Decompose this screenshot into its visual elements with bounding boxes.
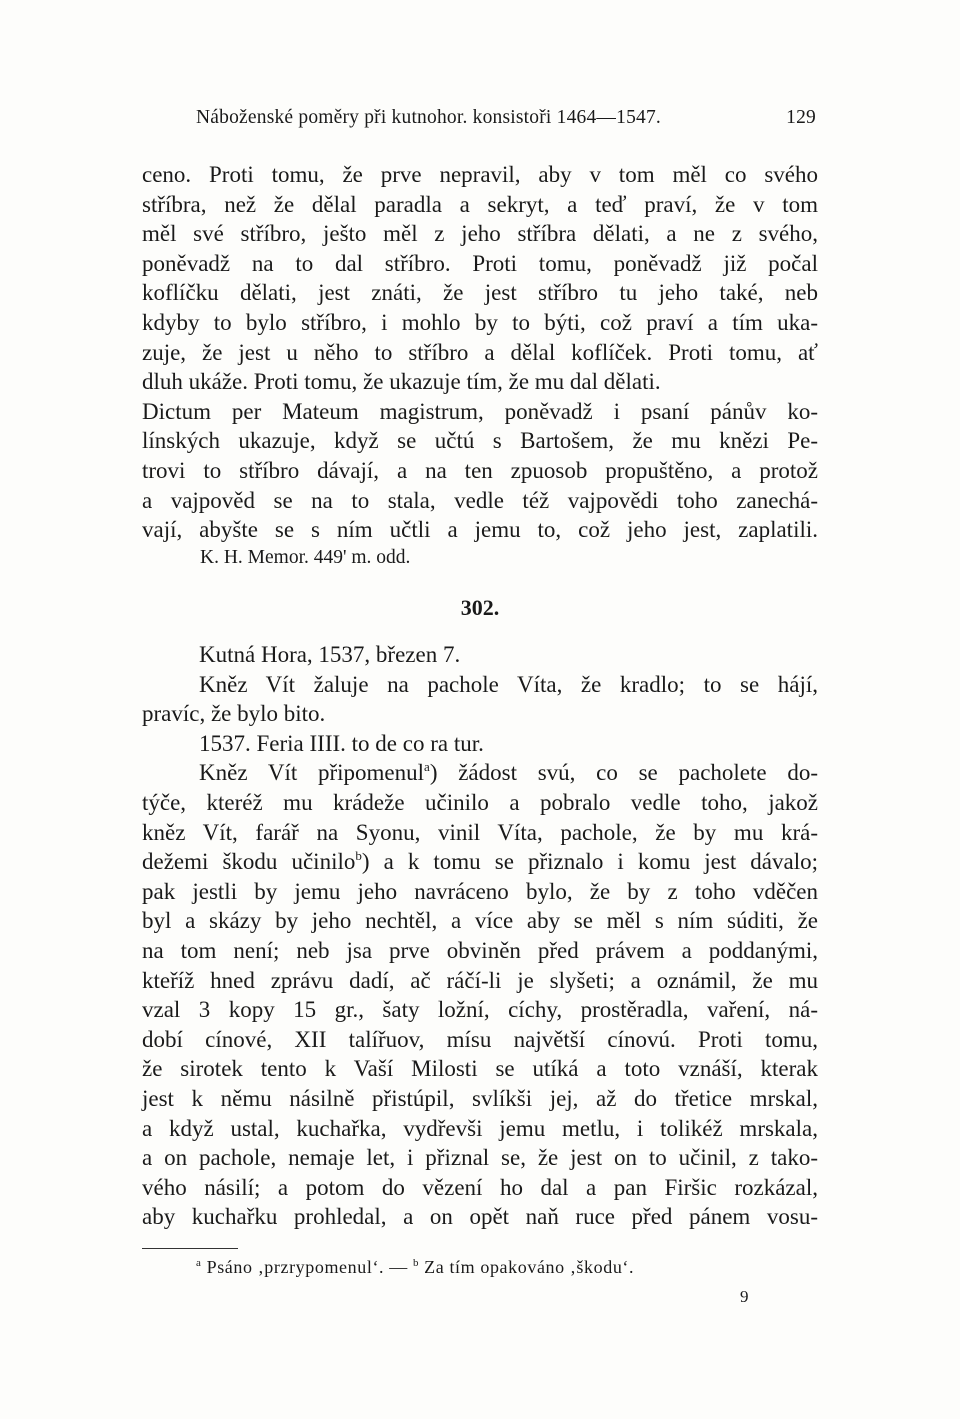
dictum-line: vají, abyšte se s ním učtli a jemu to, což jeho jest, zaplatili.	[142, 517, 818, 543]
text-line	[142, 758, 818, 788]
source-reference: K. H. Memor. 449' m. odd.	[200, 547, 411, 568]
dictum-line: Dictum per Mateum magistrum, poněvadž i psaní pánův ko-	[142, 398, 818, 424]
summary-line: pravíc, že bylo bito.	[142, 701, 326, 727]
dictum-line: línských ukazuje, když se učtú s Bartošem, že mu knězi Pe-	[142, 428, 818, 454]
text-line: že sirotek tento k Vaší Milosti se utíká a toto vznáší, kterak	[142, 1056, 818, 1082]
dictum-line: a vajpověd se na to stala, vedle též vajpovědi toho zanechá-	[142, 487, 818, 513]
footnote-a-text: Psáno ‚przrypomenul‘. —	[201, 1257, 413, 1277]
footnotes	[196, 1257, 634, 1278]
footnote-marker-b: b	[355, 848, 362, 864]
text-fragment: ) a k tomu se přiznalo i komu jest dávalo;	[361, 849, 818, 875]
text-line: aby kuchařku prohledal, a on opět naň ruce před pánem vosu-	[142, 1204, 818, 1230]
text-line: dluh ukáže. Proti tomu, že ukazuje tím, že mu dal dělati.	[142, 369, 661, 395]
footnote-marker-a: a	[424, 759, 430, 775]
text-line: vého násilí; a potom do vězení ho dal a pan Firšic rozkázal,	[142, 1174, 818, 1200]
document-302	[142, 640, 818, 1232]
document-number: 302.	[460, 595, 500, 620]
text-line: dobí cínové, XII talířuov, mísu najvětší cínovú. Proti tomu,	[142, 1026, 818, 1052]
text-line: pak jestli by jemu jeho navráceno bylo, že by z toho vděčen	[142, 878, 818, 904]
printer-signature: 9	[740, 1287, 749, 1306]
text-line: týče, kteréž mu krádeže učinilo a pobralo vedle toho, jakož	[142, 789, 818, 815]
text-line: a on pachole, nemaje let, i přiznal se, že jest on to učinil, z tako-	[142, 1145, 818, 1171]
text-line: vzal 3 kopy 15 gr., šaty ložní, cíchy, prostěradla, vaření, ná-	[142, 997, 818, 1023]
footnote-a-marker: a	[196, 1257, 202, 1269]
text-fragment: ) žádost svú, co se pacholete do-	[429, 760, 819, 786]
section-continuation	[142, 160, 818, 545]
text-line: zuje, že jest u něho to stříbro a dělal koflíček. Proti tomu, ať	[142, 339, 818, 365]
text-line: kněz Vít, farář na Syonu, vinil Víta, pachole, že by mu krá-	[142, 819, 818, 845]
text-line: a když ustal, kuchařka, vydřevši jemu metlu, i tolikéž mrskala,	[142, 1115, 818, 1141]
text-line: stříbra, než že dělal paradla a sekryt, a teď praví, že v tom	[142, 191, 818, 217]
text-line	[142, 847, 818, 877]
text-line: na tom není; neb jsa prve obviněn před právem a poddanými,	[142, 937, 818, 963]
header-title: Náboženské poměry při kutnohor. konsistoři 1464—1547.	[196, 107, 662, 128]
text-line: měl své stříbro, ješto měl z jeho stříbra dělati, a ne z svého,	[142, 221, 818, 247]
footnote-b-text: Za tím opakováno ‚škodu‘.	[419, 1257, 635, 1277]
text-line: byl a skázy by jeho nechtěl, a více aby se měl s ním súditi, že	[142, 908, 818, 934]
text-fragment: dežemi škodu učinilo	[142, 849, 356, 875]
text-fragment: Kněz Vít připomenul	[199, 760, 425, 786]
text-line: jest k němu násilně přistúpil, svlíkši jej, až do třetice mrskal,	[142, 1085, 818, 1111]
text-line: kteříž hned zprávu dadí, ač ráčí-li je slyšeti; a oznámil, že mu	[142, 967, 818, 993]
text-line: kdyby to bylo stříbro, i mohlo by to býti, což praví a tím uka-	[142, 309, 818, 335]
text-line: ceno. Proti tomu, že prve nepravil, aby v tom měl co svého	[142, 162, 818, 187]
footnote-b-marker: b	[412, 1257, 420, 1269]
place-date: Kutná Hora, 1537, březen 7.	[199, 642, 461, 667]
page-number: 129	[786, 107, 816, 128]
date-line: 1537. Feria IIII. to de co ra tur.	[199, 730, 484, 756]
running-header	[196, 107, 816, 129]
dictum-line: trovi to stříbro dávají, a na ten zpuosob propuštěno, a protož	[142, 457, 818, 483]
footnote-rule	[142, 1248, 238, 1249]
text-line: poněvadž na to dal stříbro. Proti tomu, poněvadž již počal	[142, 250, 818, 276]
text-line: koflíčku dělati, jest znáti, že jest stříbro tu jeho také, neb	[142, 280, 818, 306]
summary-line: Kněz Vít žaluje na pachole Víta, že kradlo; to se hájí,	[199, 671, 818, 697]
